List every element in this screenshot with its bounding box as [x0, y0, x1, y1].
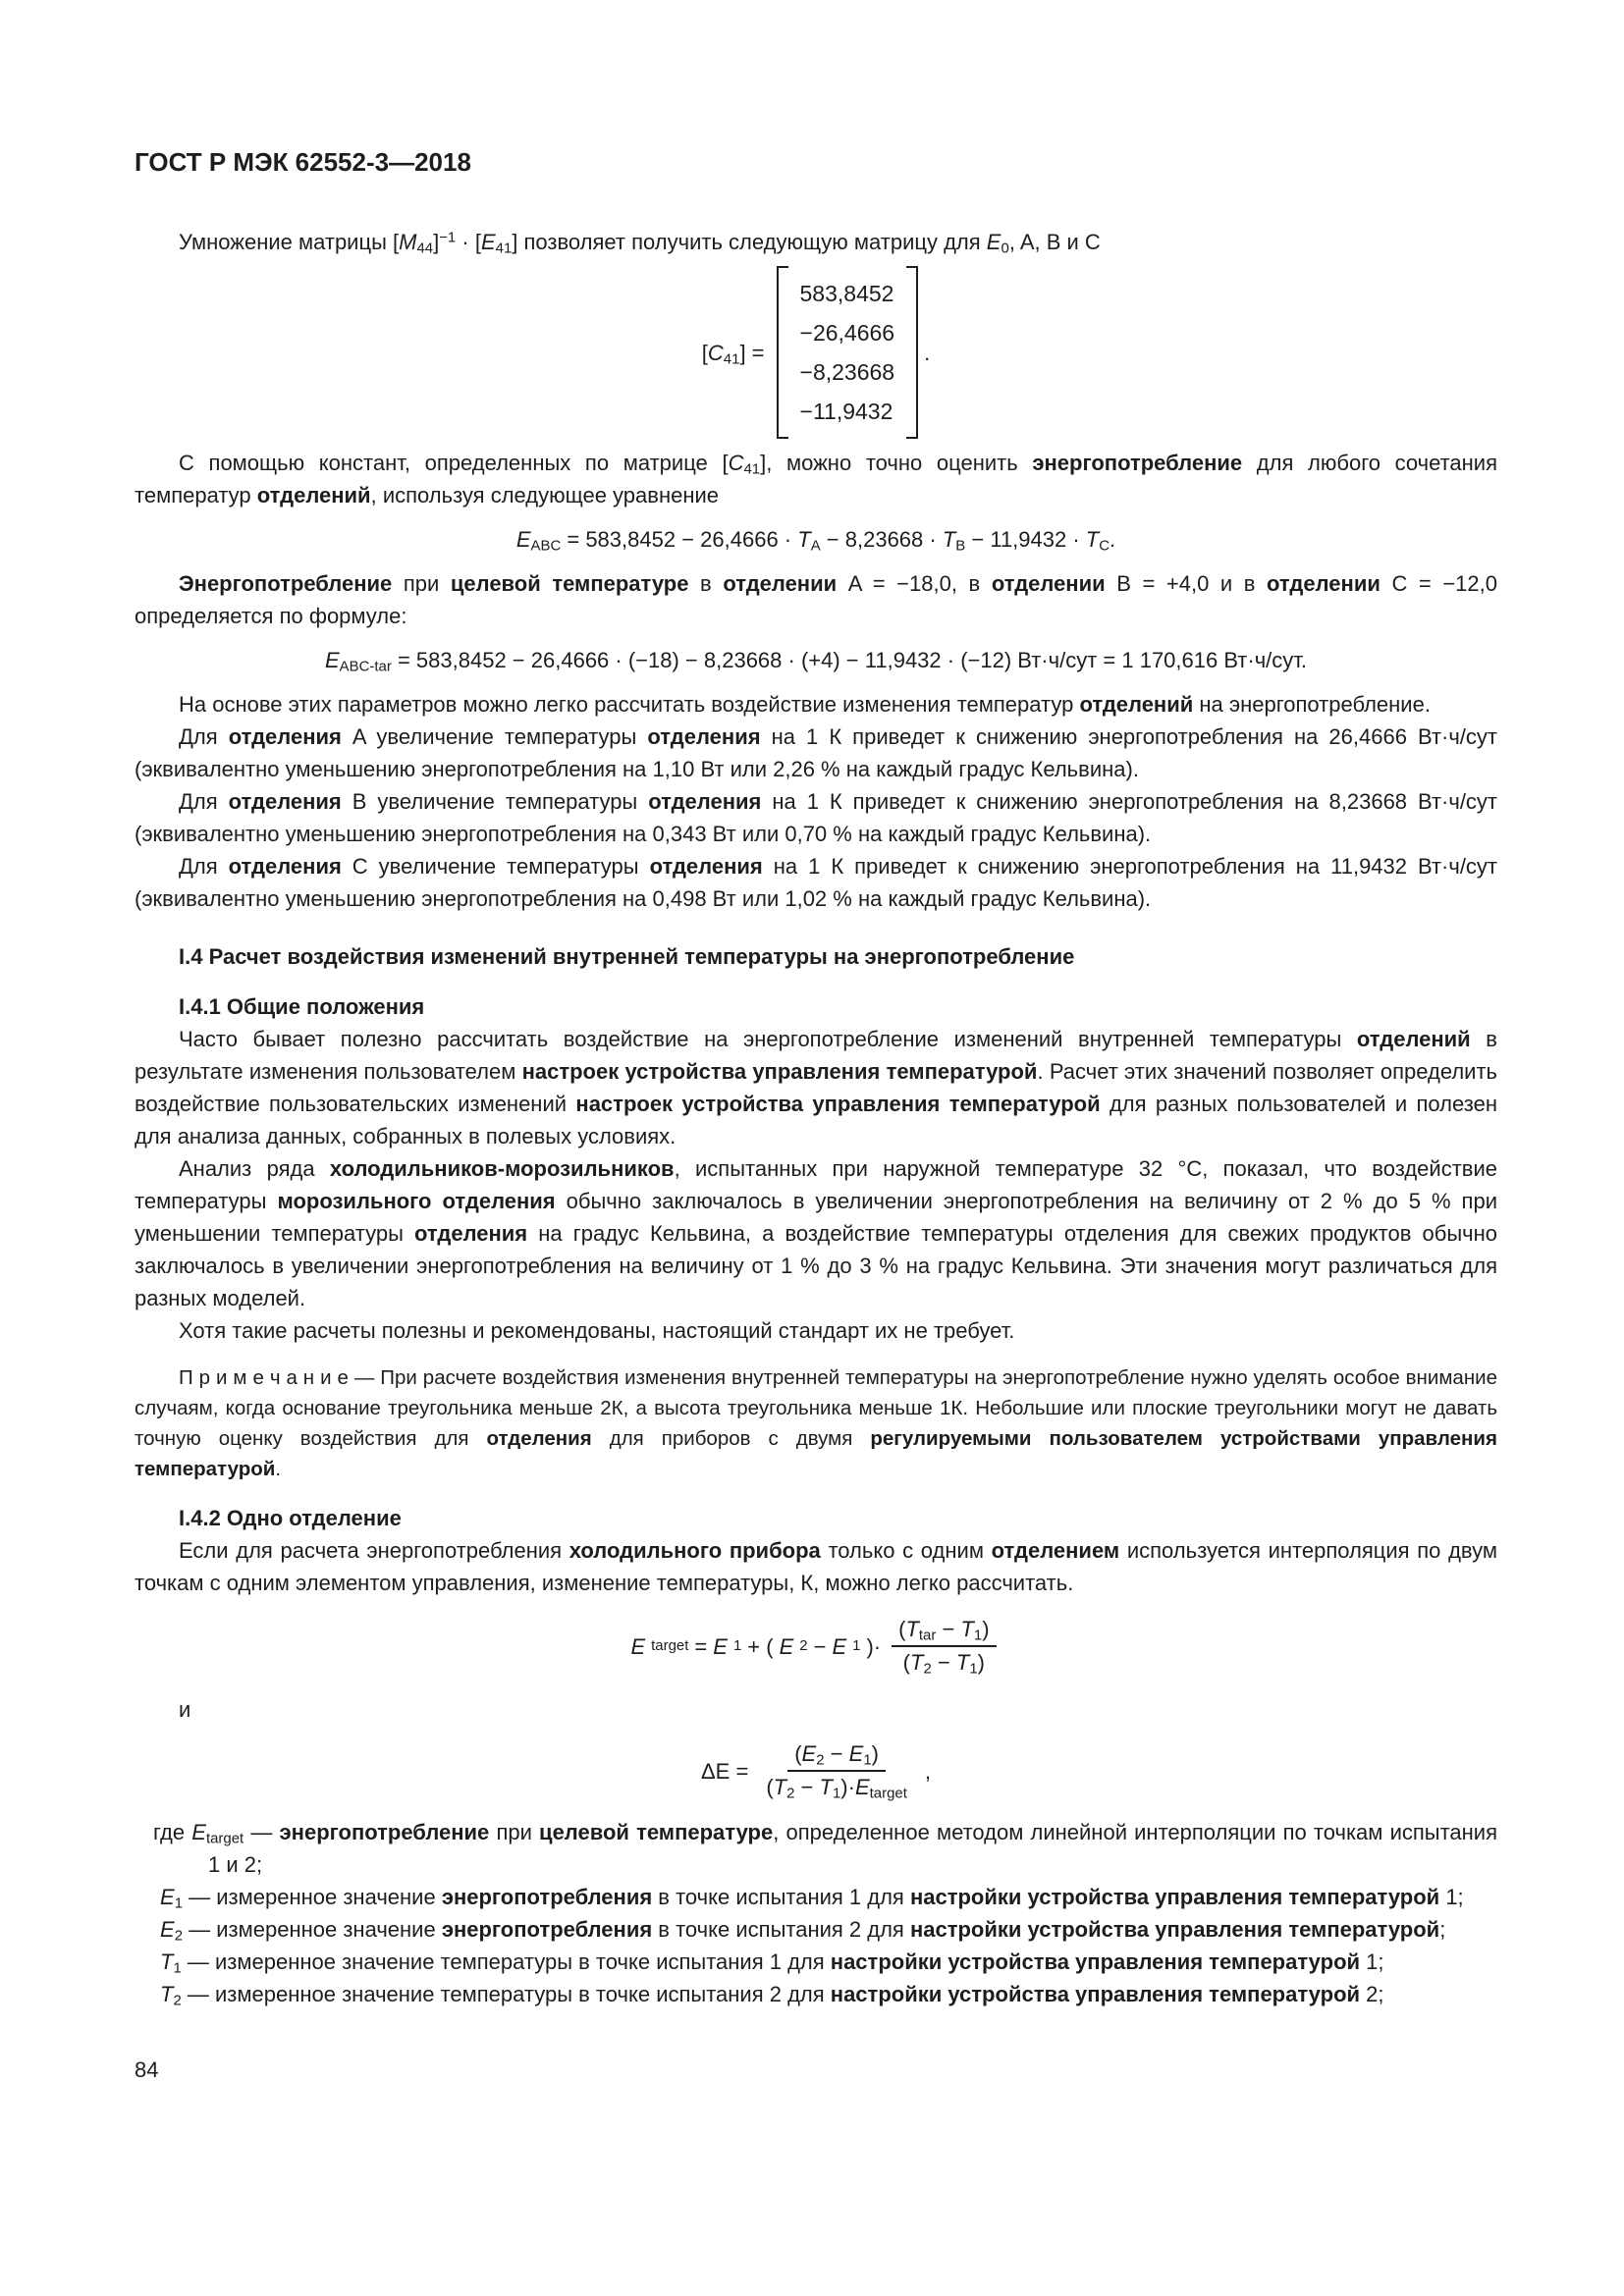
text-run: отделения — [228, 854, 342, 879]
text-run: T — [160, 1949, 174, 1974]
text-run: C — [707, 340, 724, 365]
definition-item — [135, 1913, 1497, 1946]
text-run: )· — [866, 1633, 882, 1659]
text-run: на 1 К приведет к снижению энергопотребления на 26,4666 Вт·ч/сут (эквивалентно уменьшению энергопотребления на 1,10 Вт или 2,26 % на каждый градус Кельвина). — [135, 724, 1497, 781]
text-run: = — [694, 1633, 708, 1659]
text-run: ( — [766, 1775, 774, 1799]
text-run: E — [324, 648, 340, 672]
page-number: 84 — [135, 2057, 159, 2082]
text-run: E — [480, 230, 496, 254]
text-run: ABC — [530, 537, 562, 555]
text-run: , A, B и C — [1008, 230, 1101, 254]
matrix-values — [788, 266, 907, 439]
text-run: Умножение матрицы [ — [179, 230, 400, 254]
text-run: в точке испытания 1 для — [652, 1885, 910, 1909]
text-run: холодильного прибора — [568, 1538, 821, 1563]
text-run: отделения — [648, 789, 762, 814]
matrix-column — [777, 266, 919, 439]
text-run: = 583,8452 − 26,4666 · (−18) − 8,23668 · (+4) − 11,9432 · (−12) Вт·ч/сут = 1 170,616 Вт·ч/сут. — [391, 648, 1308, 672]
text-run: . Расчет этих значений позволяет определить воздействие пользовательских изменений — [135, 1059, 1497, 1116]
text-run: настройки устройства управления температурой — [909, 1917, 1440, 1942]
text-run: используется интерполяция по двум точкам с одним элементом управления, изменение температуры, К, можно легко рассчитать. — [135, 1538, 1497, 1595]
text-run: target — [869, 1785, 907, 1802]
matrix-lhs — [702, 337, 765, 369]
text-run: ] — [433, 230, 440, 254]
text-run: Энергопотребление — [179, 571, 393, 596]
text-run: [ — [701, 340, 708, 365]
text-run: настройки устройства управления температурой — [909, 1885, 1440, 1909]
text-run: 1 — [863, 1751, 872, 1769]
text-run: ] = — [739, 340, 765, 365]
text-run: 2 — [923, 1660, 932, 1678]
text-run: − 8,23668 · — [820, 527, 943, 552]
definition-item — [135, 1881, 1497, 1913]
text-run: )· — [840, 1775, 855, 1799]
text-run: T — [905, 1617, 919, 1641]
text-run: T — [910, 1650, 924, 1675]
text-run: ) — [977, 1650, 985, 1675]
text-run: + ( — [747, 1633, 774, 1659]
text-run: , определенное методом линейной интерполяции по точкам испытания 1 и 2; — [208, 1820, 1498, 1877]
text-run: − — [936, 1617, 961, 1641]
text-run: 1 — [973, 1627, 983, 1644]
matrix-row: −11,9432 — [799, 399, 893, 424]
text-run: ΔE = — [700, 1758, 749, 1784]
document-header: ГОСТ Р МЭК 62552-3—2018 — [135, 147, 471, 177]
text-run: A увеличение температуры — [341, 724, 648, 749]
text-run: отделения — [649, 854, 763, 879]
text-run: при — [392, 571, 451, 596]
text-run: только с одним — [820, 1538, 992, 1563]
text-run: − 11,9432 · — [965, 527, 1086, 552]
definitions-list — [135, 1816, 1497, 2010]
text-run: на энергопотребление. — [1193, 692, 1431, 717]
matrix-row: −26,4666 — [799, 320, 895, 346]
paragraph-basis-parameters — [135, 688, 1497, 721]
equation-e-abc — [135, 523, 1497, 556]
text-run: — измеренное значение температуры в точке испытания 1 для — [181, 1949, 831, 1974]
text-run: E — [986, 230, 1001, 254]
text-run: 41 — [495, 240, 513, 257]
paragraph-compartment-a — [135, 721, 1497, 785]
text-run: T — [819, 1775, 833, 1799]
paragraph-compartment-c — [135, 850, 1497, 915]
text-run: отделения — [228, 789, 342, 814]
text-run: tar — [918, 1627, 937, 1644]
text-run: E — [515, 527, 531, 552]
text-run: настройки устройства управления температурой — [830, 1982, 1361, 2006]
text-run: E — [713, 1633, 728, 1659]
paragraph-constants — [135, 447, 1497, 511]
text-run: E — [630, 1633, 646, 1659]
matrix-period: . — [924, 340, 931, 365]
text-run: 44 — [416, 240, 434, 257]
text-run: E — [160, 1885, 175, 1909]
text-run: C — [1099, 537, 1110, 555]
text-run: целевой температуре — [539, 1820, 774, 1844]
text-run: E — [832, 1633, 847, 1659]
text-run: E — [854, 1775, 870, 1799]
text-run: — измеренное значение температуры в точке испытания 2 для — [181, 1982, 831, 2006]
text-run: для разных пользователей и полезен для анализа данных, собранных в полевых условиях. — [135, 1092, 1497, 1148]
text-run: C увеличение температуры — [341, 854, 650, 879]
text-run: для любого сочетания температур — [135, 451, 1498, 507]
text-run: отделении — [1267, 571, 1380, 596]
text-run: . — [275, 1458, 282, 1480]
text-run: на 1 К приведет к снижению энергопотребления на 8,23668 Вт·ч/сут (эквивалентно уменьшению энергопотребления на 0,343 Вт или 0,70 % на каждый градус Кельвина). — [135, 789, 1498, 846]
text-run: −1 — [439, 229, 457, 246]
text-run: 2 — [174, 1927, 184, 1945]
fraction — [892, 1615, 996, 1678]
fraction — [759, 1739, 914, 1802]
matrix-row: 583,8452 — [799, 281, 894, 306]
text-run: E — [779, 1633, 794, 1659]
text-run: П р и м е ч а н и е — При расчете воздействия изменения внутренней температуры на энергопотребление нужно уделять особое внимание случаям, когда основание треугольника меньше 2К, а высота треугольника меньше 1К. Небольшие или плоские треугольники могут не давать точную оценку воздействия для — [135, 1366, 1497, 1450]
text-run: отделением — [991, 1538, 1120, 1563]
text-run: A — [810, 537, 821, 555]
text-run: 1 — [969, 1660, 978, 1678]
text-run: энергопотребление — [1032, 451, 1243, 475]
text-run: Для — [179, 724, 229, 749]
text-run: отделении — [991, 571, 1106, 596]
text-run: 41 — [723, 349, 740, 367]
text-run: T — [797, 527, 811, 552]
text-run: С помощью констант, определенных по матрице [ — [179, 451, 729, 475]
paragraph-target-temperature — [135, 567, 1497, 632]
text-run: ABC-tar — [339, 658, 392, 675]
text-run: в — [688, 571, 724, 596]
text-run: − — [813, 1633, 827, 1659]
paragraph-analysis — [135, 1152, 1497, 1314]
text-run: энергопотребление — [279, 1820, 490, 1844]
conjunction-and: и — [179, 1697, 191, 1722]
text-run: C — [728, 451, 744, 475]
text-run: Если для расчета энергопотребления — [179, 1538, 569, 1563]
text-run: E — [191, 1820, 206, 1844]
text-run: целевой температуре — [450, 571, 689, 596]
text-run: 1 — [832, 1785, 841, 1802]
text-run: 1; — [1439, 1885, 1464, 1909]
text-run: Для — [179, 789, 229, 814]
text-run: E — [848, 1741, 864, 1766]
text-run: · [ — [456, 230, 481, 254]
text-run: 1 — [174, 1895, 184, 1912]
heading-i42: I.4.2 Одно отделение — [179, 1506, 402, 1530]
text-run: . — [1110, 527, 1116, 552]
definition-item — [135, 1946, 1497, 1978]
text-run: 1 — [173, 1959, 182, 1977]
text-run: На основе этих параметров можно легко рассчитать воздействие изменения температур — [179, 692, 1080, 717]
text-run: отделении — [723, 571, 838, 596]
text-run: T — [955, 1650, 970, 1675]
text-run: на 1 К приведет к снижению энергопотребления на 11,9432 Вт·ч/сут (эквивалентно уменьшению энергопотребления на 0,498 Вт или 1,02 % на каждый градус Кельвина). — [135, 854, 1498, 911]
text-run: отделений — [1356, 1027, 1471, 1051]
text-run: B — [955, 537, 966, 555]
text-run: отделений — [256, 483, 371, 507]
text-run: отделения — [228, 724, 342, 749]
matrix-right-bracket — [906, 266, 918, 439]
paragraph-compartment-b — [135, 785, 1497, 850]
text-run: 41 — [743, 460, 761, 478]
text-run: ( — [902, 1650, 910, 1675]
definition-lead: где — [153, 1820, 192, 1844]
text-run: B увеличение температуры — [341, 789, 649, 814]
text-run: ) — [871, 1741, 879, 1766]
text-run: ; — [1439, 1917, 1446, 1942]
text-run: M — [399, 230, 417, 254]
text-run: B = +4,0 и в — [1105, 571, 1268, 596]
text-run: отделений — [1079, 692, 1194, 717]
text-run: 2 — [816, 1751, 825, 1769]
text-run: при — [489, 1820, 540, 1844]
text-run: T — [773, 1775, 787, 1799]
text-run: Хотя такие расчеты полезны и рекомендованы, настоящий стандарт их не требует. — [179, 1318, 1015, 1343]
text-run: , испытанных при наружной температуре 32 °C, показал, что воздействие температуры — [135, 1156, 1497, 1213]
text-run: − — [824, 1741, 849, 1766]
text-run: 2 — [173, 1992, 182, 2009]
text-run: энергопотребления — [441, 1917, 653, 1942]
text-run: T — [160, 1982, 174, 2006]
text-run: ] позволяет получить следующую матрицу для — [512, 230, 987, 254]
text-run: регулируемыми пользователем устройствами управления температурой — [135, 1427, 1497, 1480]
text-run: Часто бывает полезно рассчитать воздействие на энергопотребление изменений внутренней температуры — [179, 1027, 1357, 1051]
definition-item — [135, 1816, 1497, 1881]
definition-item — [135, 1978, 1497, 2010]
note-paragraph — [135, 1362, 1497, 1484]
text-run: T — [1085, 527, 1100, 552]
page-content — [135, 147, 1497, 2010]
text-run: Анализ ряда — [179, 1156, 330, 1181]
text-run: — измеренное значение — [183, 1885, 442, 1909]
text-run: ) — [982, 1617, 990, 1641]
text-run: , — [924, 1758, 932, 1784]
heading-i41: I.4.1 Общие положения — [179, 994, 425, 1019]
text-run: 1; — [1360, 1949, 1384, 1974]
text-run: на градус Кельвина, а воздействие температуры отделения для свежих продуктов обычно заключалось в увеличении энергопотребления на величину от 1 % до 3 % на градус Кельвина. Эти значения могут различаться для разных моделей. — [135, 1221, 1497, 1310]
text-run: энергопотребления — [441, 1885, 653, 1909]
equation-delta-e — [135, 1739, 1497, 1802]
text-run: холодильников-морозильников — [329, 1156, 675, 1181]
text-run: 0 — [1001, 240, 1009, 257]
text-run: настройки устройства управления температурой — [830, 1949, 1361, 1974]
text-run: ( — [794, 1741, 802, 1766]
equation-e-target: E target = E 1 + ( E 2 − E 1 )· $\frac{(T_{tar} - T_1)}{(T_2 - T_1)}$ — [135, 1615, 1497, 1678]
text-run: , используя следующее уравнение — [370, 483, 720, 507]
matrix-row: −8,23668 — [799, 359, 895, 385]
text-run: морозильного отделения — [277, 1189, 556, 1213]
text-run: настроек устройства управления температурой — [575, 1092, 1101, 1116]
text-run: − — [931, 1650, 956, 1675]
text-run: C = −12,0 определяется по формуле: — [135, 571, 1497, 628]
text-run: обычно заключалось в увеличении энергопотребления на величину от 2 % до 5 % при уменьшении температуры — [135, 1189, 1497, 1246]
text-run: E — [801, 1741, 817, 1766]
matrix-left-bracket — [777, 266, 788, 439]
text-run: ], можно точно оценить — [760, 451, 1033, 475]
paragraph-matrix-multiplication — [135, 226, 1497, 258]
text-run: ( — [898, 1617, 906, 1641]
text-run: 2; — [1360, 1982, 1384, 2006]
text-run: отделения — [647, 724, 761, 749]
text-run: настроек устройства управления температурой — [521, 1059, 1038, 1084]
text-run: — измеренное значение — [183, 1917, 442, 1942]
text-run: отделения — [486, 1427, 592, 1450]
text-run: — — [244, 1820, 280, 1844]
text-run: = 583,8452 − 26,4666 · — [561, 527, 798, 552]
text-run: в точке испытания 2 для — [652, 1917, 910, 1942]
text-run: Для — [179, 854, 229, 879]
text-run: A = −18,0, в — [837, 571, 992, 596]
paragraph-not-required — [135, 1314, 1497, 1347]
text-run: target — [205, 1830, 244, 1847]
text-run: E — [160, 1917, 175, 1942]
text-run: T — [942, 527, 956, 552]
text-run: T — [960, 1617, 974, 1641]
text-run: для приборов с двумя — [591, 1427, 871, 1450]
matrix-equation-c41 — [135, 266, 1497, 439]
paragraph-general-provisions — [135, 1023, 1497, 1152]
text-run: отделения — [414, 1221, 528, 1246]
heading-i4: I.4 Расчет воздействия изменений внутренней температуры на энергопотребление — [179, 944, 1075, 969]
text-run: − — [794, 1775, 820, 1799]
text-run: 2 — [786, 1785, 795, 1802]
equation-e-abc-tar — [135, 644, 1497, 676]
text-run: в результате изменения пользователем — [135, 1027, 1497, 1084]
paragraph-single-compartment — [135, 1534, 1497, 1599]
